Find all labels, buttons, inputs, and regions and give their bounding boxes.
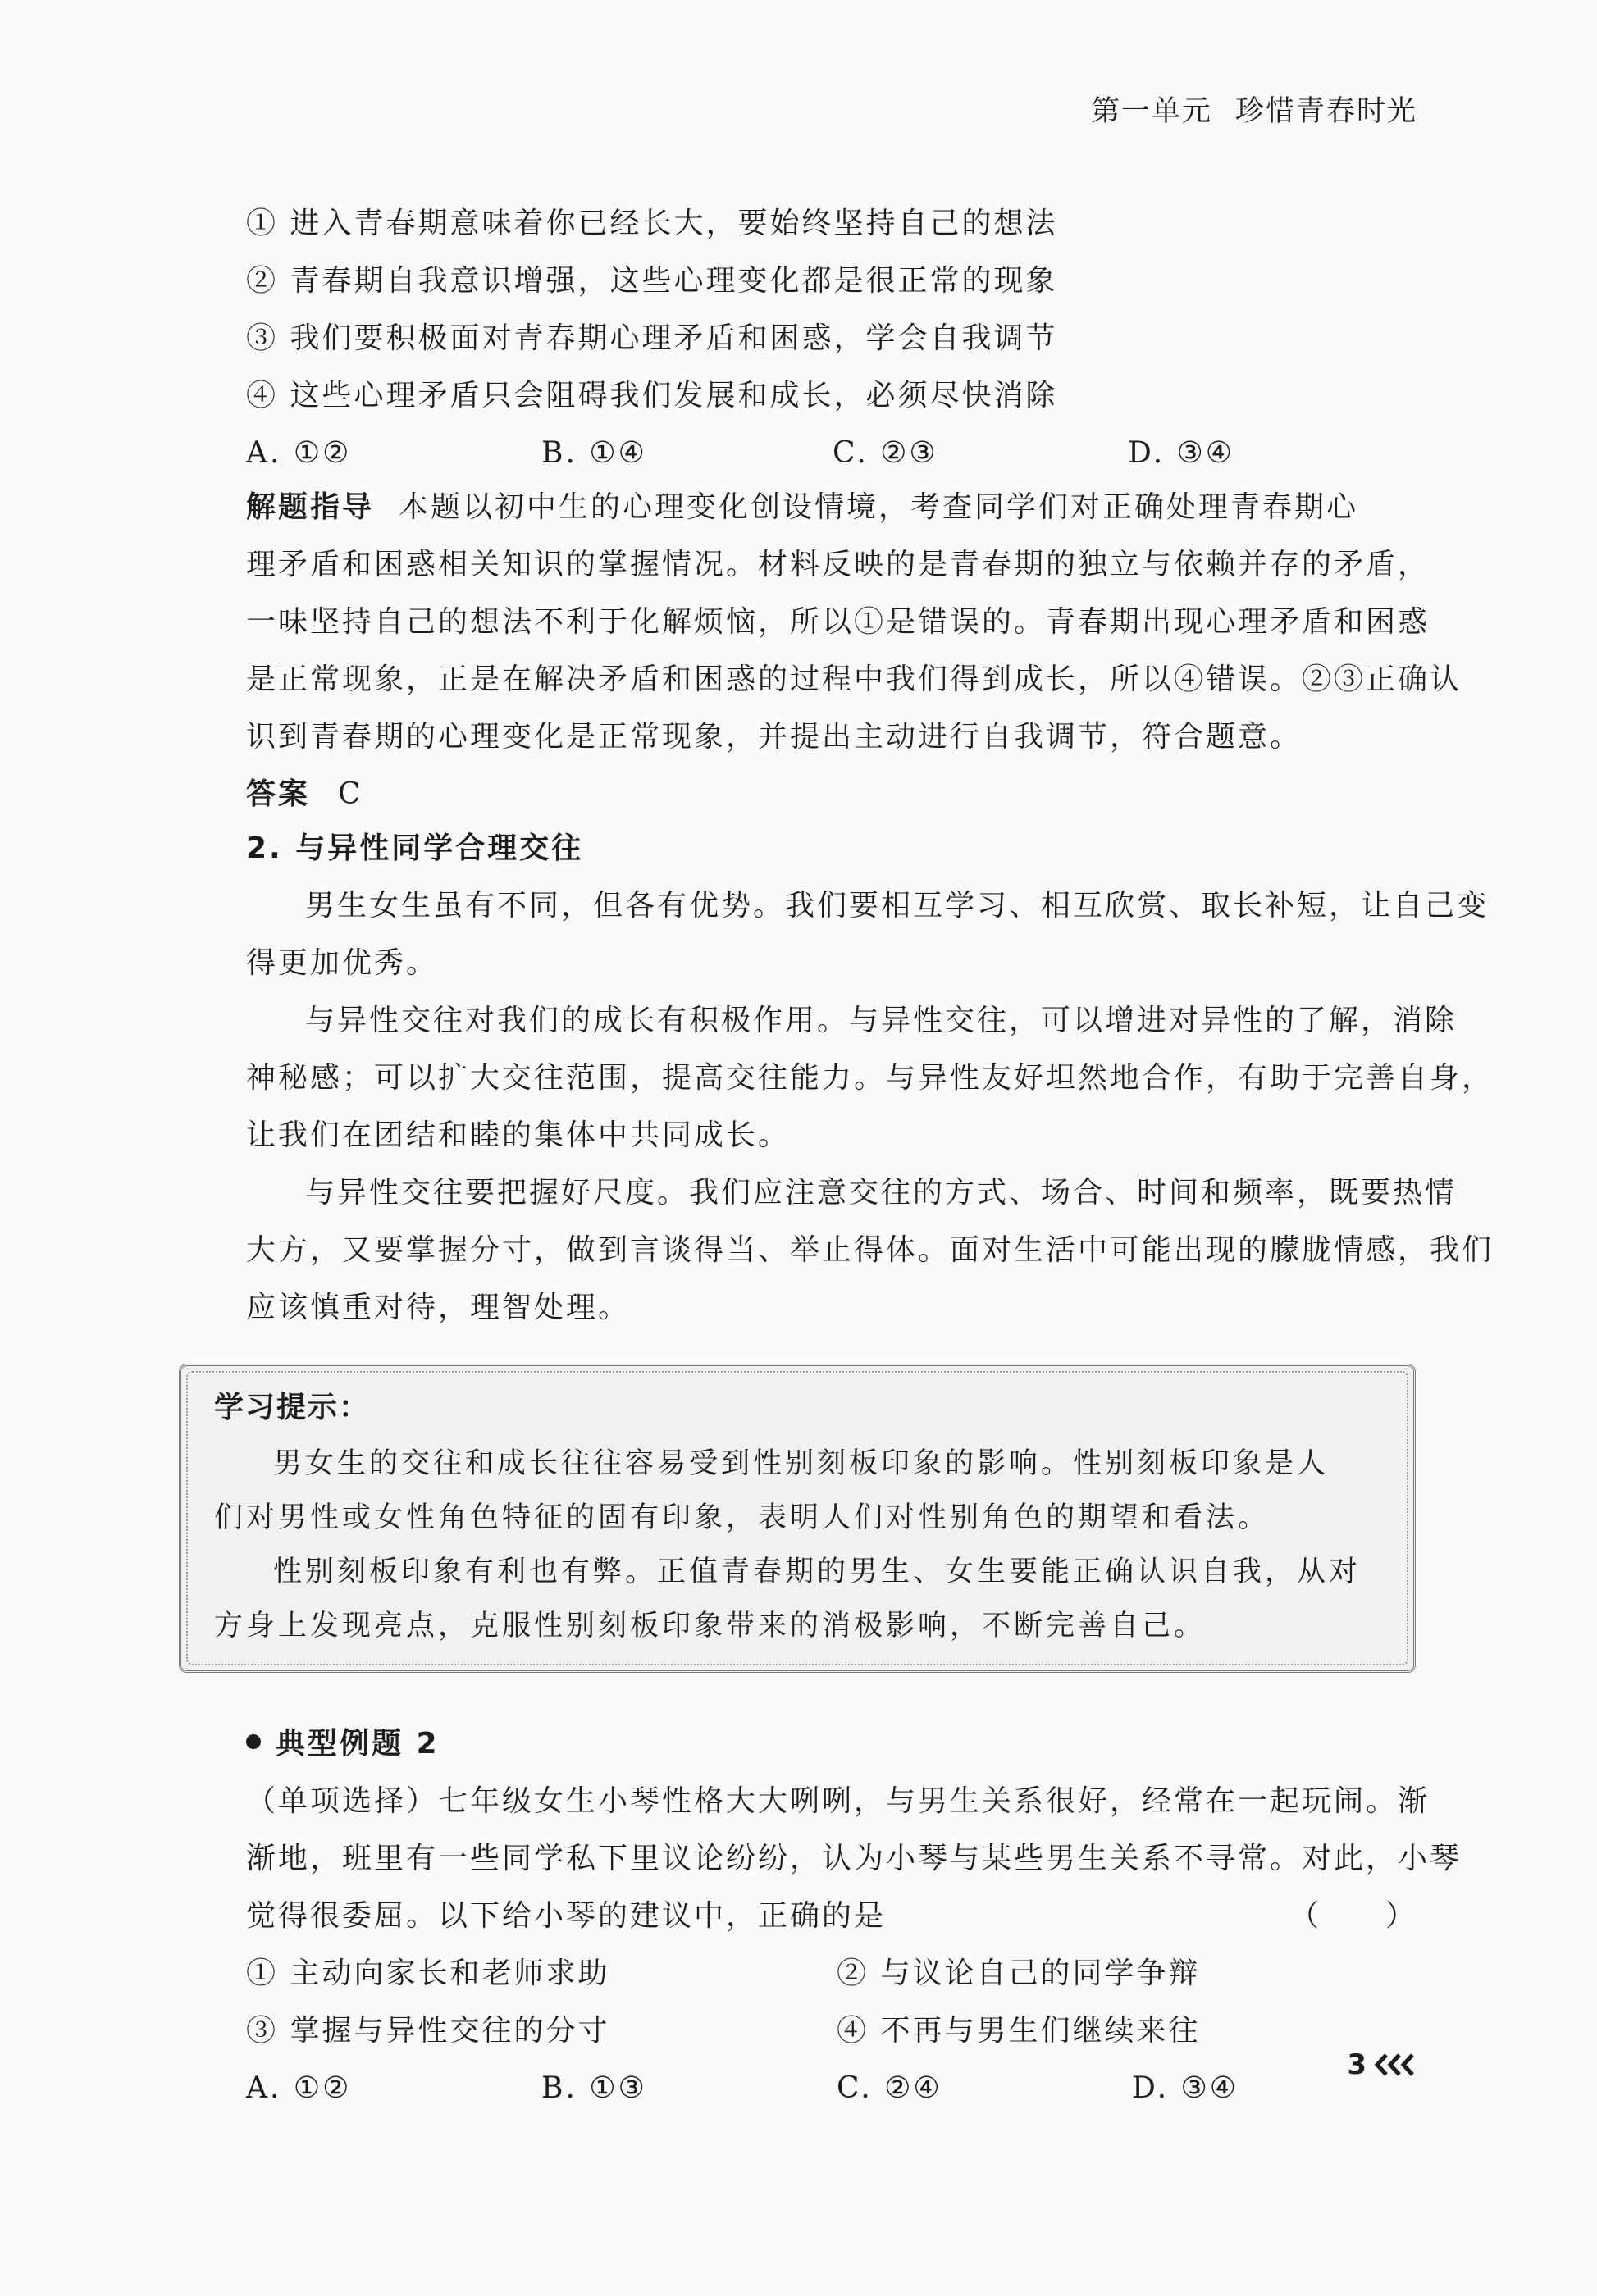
q1-statement: ① 进入青春期意味着你已经长大，要始终坚持自己的想法 [246,207,1058,240]
answer-value: C [338,777,363,811]
example-2-stem-line: （单项选择）七年级女生小琴性格大大咧咧，与男生关系很好，经常在一起玩闹。渐 [246,1784,1430,1818]
header-unit: 第一单元 [1090,95,1212,128]
example-2-stem-line: 渐地，班里有一些同学私下里议论纷纷，认为小琴与某些男生关系不寻常。对此，小琴 [246,1842,1462,1875]
study-tip-box [179,1364,1416,1673]
example-2-option-c: C. ②④ [837,2071,942,2105]
example-2-statement: ① 主动向家长和老师求助 [246,1957,610,1990]
para-line: 让我们在团结和睦的集体中共同成长。 [246,1118,791,1152]
tip-line: 方身上发现亮点，克服性别刻板印象带来的消极影响，不断完善自己。 [214,1610,1207,1642]
para-line: 与异性交往要把握好尺度。我们应注意交往的方式、场合、时间和频率，既要热情 [305,1176,1458,1210]
example-2-statement: ② 与议论自己的同学争辩 [837,1957,1201,1990]
guide-line: 理矛盾和困惑相关知识的掌握情况。材料反映的是青春期的独立与依赖并存的矛盾， [246,548,1430,581]
section-2-para-2 [246,992,1494,1164]
page-number [1347,2048,1417,2081]
example-2-stem-last [246,1888,1417,1945]
section-2-para-1 [246,877,1490,992]
q1-option-d: D. ③④ [1128,436,1235,470]
header-title: 珍惜青春时光 [1234,95,1417,128]
example-2-option-a: A. ①② [246,2071,352,2105]
answer-bracket: （ ） [1289,1899,1417,1933]
para-line: 与异性交往对我们的成长有积极作用。与异性交往，可以增进对异性的了解，消除 [305,1004,1458,1037]
tip-line: 男女生的交往和成长往往容易受到性别刻板印象的影响。性别刻板印象是人 [273,1447,1330,1480]
q1-statement: ② 青春期自我意识增强，这些心理变化都是很正常的现象 [246,264,1058,298]
example-2-stem-line: 觉得很委屈。以下给小琴的建议中，正确的是 [246,1899,887,1933]
tip-line: 性别刻板印象有利也有弊。正值青春期的男生、女生要能正确认识自我，从对 [273,1556,1362,1588]
example-2-options [246,2060,1417,2117]
q1-option-c: C. ②③ [833,436,938,470]
running-header [1091,89,1417,130]
answer-label: 答案 [246,777,311,811]
section-2 [246,820,1494,1337]
example-2-statements-row [246,2002,1417,2060]
q1-option-b: B. ①④ [541,436,647,470]
para-line: 神秘感；可以扩大交往范围，提高交往能力。与异性友好坦然地合作，有助于完善自身， [246,1061,1494,1095]
guide-line: 识到青春期的心理变化是正常现象，并提出主动进行自我调节，符合题意。 [246,720,1303,754]
q1-statements [246,195,1417,482]
para-line: 男生女生虽有不同，但各有优势。我们要相互学习、相互欣赏、取长补短，让自己变 [305,889,1490,922]
section-2-title: 2. 与异性同学合理交往 [246,831,584,865]
study-tip-body [214,1437,1380,1653]
para-line: 得更加优秀。 [246,946,439,980]
example-2-statements-row [246,1945,1417,2002]
q1-options [246,425,1417,482]
guide-line: 本题以初中生的心理变化创设情境，考查同学们对正确处理青春期心 [399,490,1359,524]
example-2-option-b: B. ①③ [541,2071,647,2105]
guide-line: 一味坚持自己的想法不利于化解烦恼，所以①是错误的。青春期出现心理矛盾和困惑 [246,605,1430,639]
tip-line: 们对男性或女性角色特征的固有印象，表明人们对性别角色的期望和看法。 [214,1501,1271,1534]
example-2-statement: ④ 不再与男生们继续来往 [837,2014,1201,2048]
para-line: 大方，又要掌握分寸，做到言谈得当、举止得体。面对生活中可能出现的朦胧情感，我们 [246,1233,1494,1267]
guide-line: 是正常现象，正是在解决矛盾和困惑的过程中我们得到成长，所以④错误。②③正确认 [246,663,1462,696]
example-2-statement: ③ 掌握与异性交往的分寸 [246,2014,610,2048]
example-2-option-d: D. ③④ [1132,2071,1239,2105]
study-tip-title: 学习提示： [214,1391,371,1424]
page-number-text: 3 [1347,2048,1367,2081]
para-line: 应该慎重对待，理智处理。 [246,1291,631,1324]
bullet-icon [246,1734,261,1749]
answer-line [246,766,1417,823]
example-2-heading [246,1715,1417,1773]
guide-label: 解题指导 [246,490,375,524]
q1-statement: ④ 这些心理矛盾只会阻碍我们发展和成长，必须尽快消除 [246,379,1058,412]
section-2-para-3 [246,1164,1494,1337]
q1-option-a: A. ①② [246,436,352,470]
example-2-title: 典型例题 2 [276,1727,440,1761]
q1-statement: ③ 我们要积极面对青春期心理矛盾和困惑，学会自我调节 [246,321,1058,355]
example-2 [246,1715,1462,2117]
triple-chevron-icon [1375,2052,1417,2077]
solution-guide [246,479,1462,823]
